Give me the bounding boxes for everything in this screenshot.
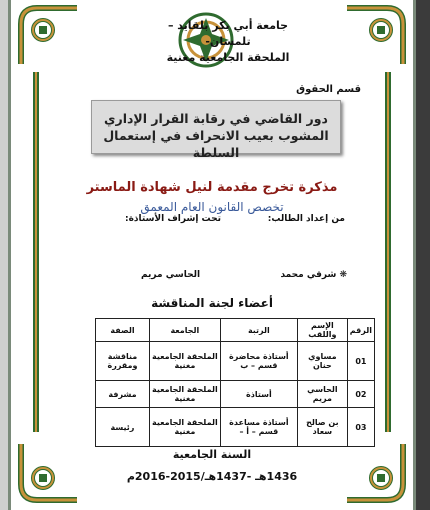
- institution-header: [153, 18, 303, 66]
- member-name: مساوي حنان: [297, 342, 347, 381]
- col-number: الرقم: [347, 319, 374, 342]
- thesis-title: دور القاضي في رقابة القرار الإداري المشوب بعيب الانحراف في إستعمال السلطة: [91, 100, 341, 154]
- col-name: الإسم واللقب: [297, 319, 347, 342]
- row-number: 03: [347, 408, 374, 447]
- supervised-by-label: تحت إشراف الأستاذة:: [125, 214, 221, 224]
- department-name: قسم الحقوق: [296, 84, 361, 95]
- col-rank: الرتبة: [220, 319, 297, 342]
- supervisor-name: الحاسي مريم: [141, 270, 201, 280]
- member-role: مشرفة: [96, 381, 150, 408]
- border-ornament-left: [33, 72, 39, 432]
- row-number: 01: [347, 342, 374, 381]
- table-row: [96, 408, 375, 447]
- annex-name: الملحقة الجامعية مغنية: [166, 51, 290, 64]
- academic-years: 1436هـ -1437هـ/2015-2016م: [126, 470, 298, 483]
- row-number: 02: [347, 381, 374, 408]
- member-name: بن صالح سعاد: [297, 408, 347, 447]
- member-university: الملحقة الجامعية مغنية: [149, 408, 220, 447]
- corner-ornament-icon: [343, 4, 407, 68]
- student-name: ❋ شرقي محمد: [280, 270, 347, 280]
- academic-year-label: السنة الجامعية: [172, 448, 252, 461]
- table-row: [96, 342, 375, 381]
- member-role: مناقشة ومقررة: [96, 342, 150, 381]
- member-rank: أستاذة مساعدة قسم – أ –: [220, 408, 297, 447]
- member-role: رئيسة: [96, 408, 150, 447]
- member-university: الملحقة الجامعية مغنية: [149, 342, 220, 381]
- memo-heading: مذكرة تخرج مقدمة لنيل شهادة الماستر: [86, 180, 338, 195]
- corner-ornament-icon: [17, 4, 81, 68]
- specialty: تخصص القانون العام المعمق: [140, 200, 284, 214]
- col-university: الجامعة: [149, 319, 220, 342]
- border-ornament-right: [385, 72, 391, 432]
- col-role: الصفة: [96, 319, 150, 342]
- committee-title: أعضاء لجنة المناقشة: [151, 296, 273, 310]
- left-gutter: [0, 0, 8, 510]
- member-rank: أستاذة محاضرة قسم – ب: [220, 342, 297, 381]
- document-page: [8, 0, 416, 510]
- university-name: جامعة أبي بكر بلقايد – تلمسان-: [167, 19, 289, 48]
- prepared-by-label: من إعداد الطالب:: [267, 214, 345, 224]
- member-name: الحاسي مريم: [297, 381, 347, 408]
- member-rank: أستاذة: [220, 381, 297, 408]
- table-row: [96, 381, 375, 408]
- jury-header-row: [96, 319, 375, 342]
- member-university: الملحقة الجامعية مغنية: [149, 381, 220, 408]
- jury-table: [95, 318, 375, 447]
- scrollbar[interactable]: [416, 0, 430, 510]
